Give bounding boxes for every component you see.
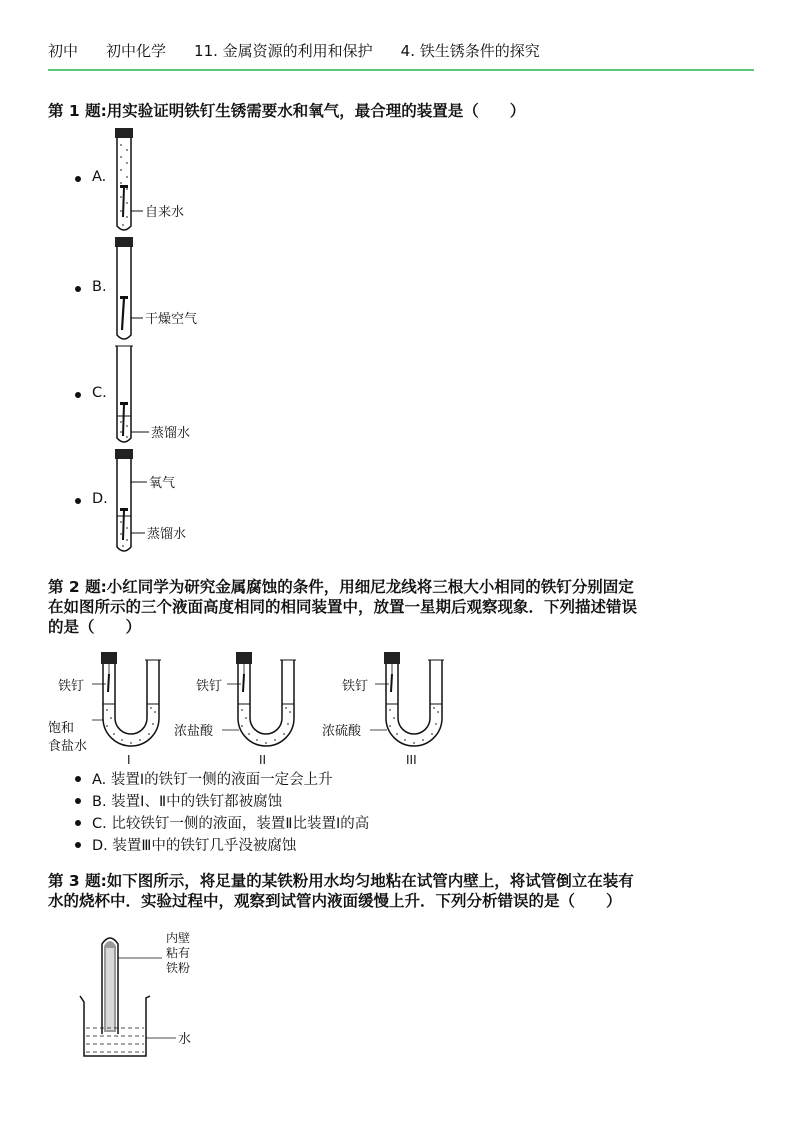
bullet-icon	[75, 392, 81, 398]
breadcrumb-topic[interactable]: 4. 铁生锈条件的探究	[400, 42, 540, 60]
q1-option-b-diagram	[105, 234, 225, 346]
question-2-title	[48, 577, 754, 637]
q1-b-label: 干燥空气	[145, 312, 198, 327]
u-tube-2	[222, 652, 296, 767]
q1-d-label-oxygen: 氧气	[149, 476, 176, 491]
u-tube-3	[370, 652, 444, 767]
liquid-label-1-line1: 饱和	[48, 721, 75, 736]
bullet-icon	[75, 798, 81, 804]
bullet-icon	[75, 820, 81, 826]
q1-option-d-letter[interactable]: D.	[92, 491, 108, 507]
nail-label-3: 铁钉	[342, 679, 369, 694]
q2-option-d[interactable]: D. 装置Ⅲ中的铁钉几乎没被腐蚀	[92, 838, 297, 854]
q2-figure	[44, 646, 464, 770]
bullet-icon	[75, 498, 81, 504]
bullet-icon	[75, 286, 81, 292]
liquid-label-3: 浓硫酸	[322, 724, 362, 739]
u-tube-1	[92, 652, 161, 767]
bullet-icon	[75, 842, 81, 848]
tube-label-line3: 铁粉	[166, 961, 191, 975]
liquid-label-2: 浓盐酸	[174, 724, 214, 739]
water-label: 水	[178, 1032, 192, 1047]
q1-option-d-diagram	[105, 446, 225, 558]
liquid-label-1-line2: 食盐水	[48, 739, 88, 754]
bullet-icon	[75, 176, 81, 182]
device-3-roman: III	[406, 753, 417, 767]
q1-option-c-letter[interactable]: C.	[92, 385, 107, 401]
q1-option-c-diagram	[105, 342, 225, 454]
q1-option-a-diagram	[105, 125, 215, 237]
breadcrumb-subject[interactable]: 初中化学	[106, 42, 167, 60]
q2-option-b[interactable]: B. 装置Ⅰ、Ⅱ中的铁钉都被腐蚀	[92, 794, 283, 810]
question-1-title: 第 1 题:用实验证明铁钉生锈需要水和氧气，最合理的装置是（ ）	[48, 102, 526, 120]
q1-option-b-letter[interactable]: B.	[92, 279, 107, 295]
q2-option-a[interactable]: A. 装置Ⅰ的铁钉一侧的液面一定会上升	[92, 772, 333, 788]
breadcrumb-level[interactable]: 初中	[48, 42, 79, 60]
nail-label: 铁钉	[58, 679, 85, 694]
breadcrumb-chapter[interactable]: 11. 金属资源的利用和保护	[194, 42, 373, 60]
device-2-roman: II	[259, 753, 267, 767]
q3-figure	[70, 928, 230, 1064]
question-2-title-line: 第 2 题:小红同学为研究金属腐蚀的条件，用细尼龙线将三根大小相同的铁钉分别固定	[48, 578, 634, 596]
breadcrumb	[48, 40, 754, 61]
tube-label-line2: 粘有	[166, 946, 191, 960]
nail-label-2: 铁钉	[196, 679, 223, 694]
q1-option-a-letter[interactable]: A.	[92, 169, 107, 185]
bullet-icon	[75, 776, 81, 782]
question-3-title-line: 水的烧杯中．实验过程中，观察到试管内液面缓慢上升．下列分析错误的是（ ）	[48, 892, 622, 910]
tube-label-line1: 内壁	[166, 931, 191, 945]
device-1-roman: I	[127, 753, 131, 767]
header-divider	[48, 69, 754, 71]
question-3-title-line: 第 3 题:如下图所示，将足量的某铁粉用水均匀地粘在试管内壁上，将试管倒立在装有	[48, 872, 634, 890]
question-3-title	[48, 871, 754, 911]
question-2-title-line: 的是（ ）	[48, 618, 142, 636]
question-2-title-line: 在如图所示的三个液面高度相同的相同装置中，放置一星期后观察现象．下列描述错误	[48, 598, 638, 616]
q2-option-c[interactable]: C. 比较铁钉一侧的液面，装置Ⅱ比装置Ⅰ的高	[92, 816, 370, 832]
q1-d-label-water: 蒸馏水	[147, 527, 187, 542]
q1-c-label: 蒸馏水	[151, 426, 191, 441]
q1-a-label: 自来水	[145, 205, 185, 220]
